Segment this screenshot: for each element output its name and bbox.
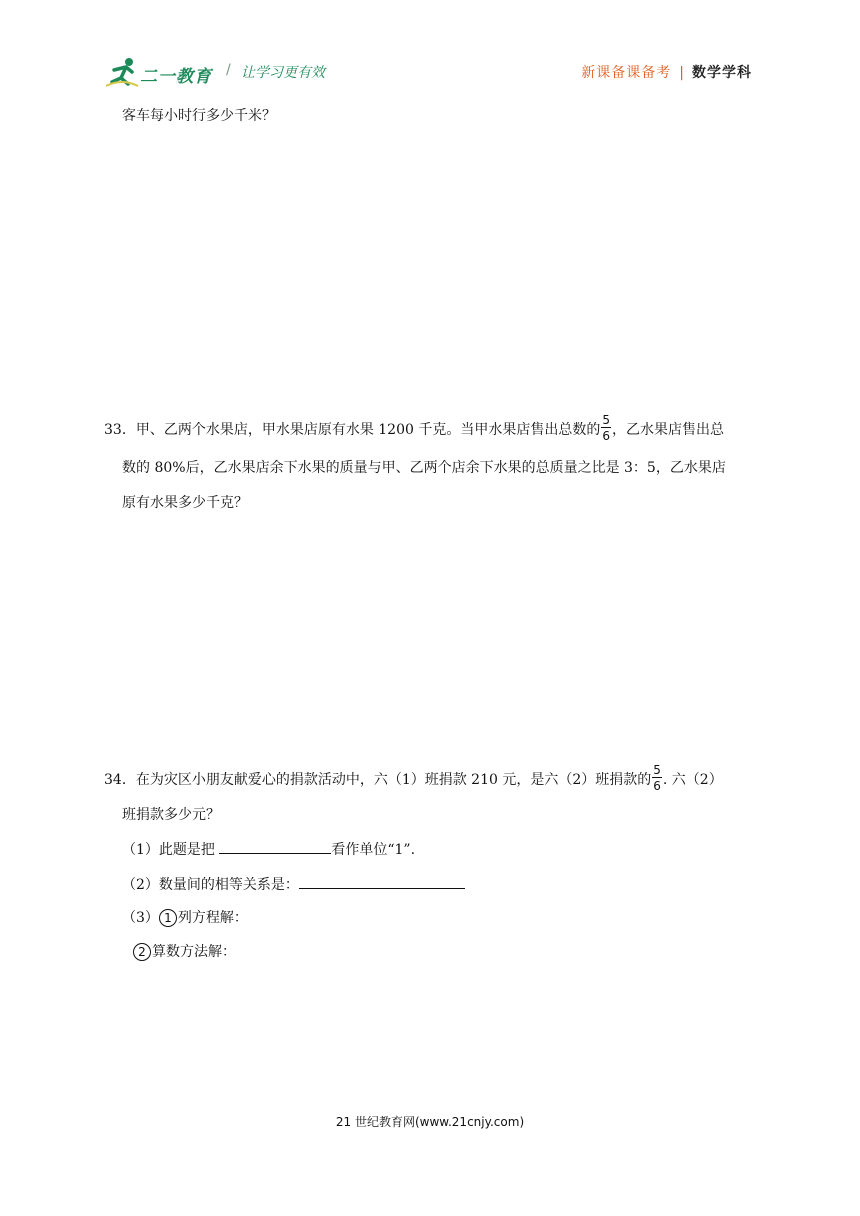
q32-continued: 客车每小时行多少千米？ (122, 108, 276, 124)
q34-sub2 (122, 874, 465, 894)
q34-line2: 班捐款多少元？ (122, 807, 220, 823)
q34-fraction (652, 764, 662, 792)
q34-sub3-text: 列方程解： (177, 910, 248, 926)
circled-number-icon: 1 (159, 909, 177, 927)
q34-number: 34． (104, 772, 136, 788)
header-slash: / (226, 62, 231, 78)
answer-blank-relation[interactable] (299, 874, 465, 889)
q33-line2: 数的 80%后，乙水果店余下水果的质量与甲、乙两个店余下水果的总质量之比是 3：5，乙水果店 (122, 460, 726, 476)
header-subtitle: 新课备课备考 (581, 65, 672, 81)
q34-sub4 (133, 941, 236, 961)
header-divider: | (679, 65, 684, 81)
q34-sub2-text: （2）数量间的相等关系是： (122, 877, 299, 893)
circled-number-icon: 2 (133, 943, 151, 961)
q34-sub3-prefix: （3） (122, 910, 159, 926)
q34-sub3 (122, 907, 248, 927)
q34-text-b: . 六（2） (662, 772, 723, 788)
fraction-numerator: 5 (653, 763, 661, 777)
q33-line3: 原有水果多少千克？ (122, 495, 248, 511)
q34-line1 (104, 763, 723, 794)
fraction-numerator: 5 (602, 413, 610, 427)
q34-sub4-text: 算数方法解： (152, 944, 236, 960)
page-footer: 21 世纪教育网(www.21cnjy.com) (335, 1115, 525, 1129)
logo-text: 二一教育 (140, 67, 212, 87)
q34-sub1-text-a: （1）此题是把 (122, 842, 220, 858)
fraction-denominator: 6 (602, 429, 610, 443)
q33-line1 (104, 413, 724, 444)
fraction-denominator: 6 (653, 779, 661, 793)
q34-sub1-text-b: 看作单位“1”. (331, 842, 416, 858)
q33-fraction (601, 414, 611, 442)
q33-number: 33． (104, 422, 136, 438)
header-right (581, 62, 752, 82)
answer-blank-unit[interactable] (219, 839, 331, 854)
q33-text-b: ，乙水果店售出总 (612, 422, 724, 438)
q33-text-a: 甲、乙两个水果店，甲水果店原有水果 1200 千克。当甲水果店售出总数的 (135, 422, 601, 438)
brand-logo (104, 56, 222, 90)
header-slogan: 让学习更有效 (241, 65, 325, 81)
header-subject: 数学学科 (692, 65, 752, 81)
q34-sub1 (122, 839, 415, 859)
q34-text-a: 在为灾区小朋友献爱心的捐款活动中，六（1）班捐款 210 元，是六（2）班捐款的 (135, 772, 652, 788)
runner-icon (104, 56, 140, 90)
